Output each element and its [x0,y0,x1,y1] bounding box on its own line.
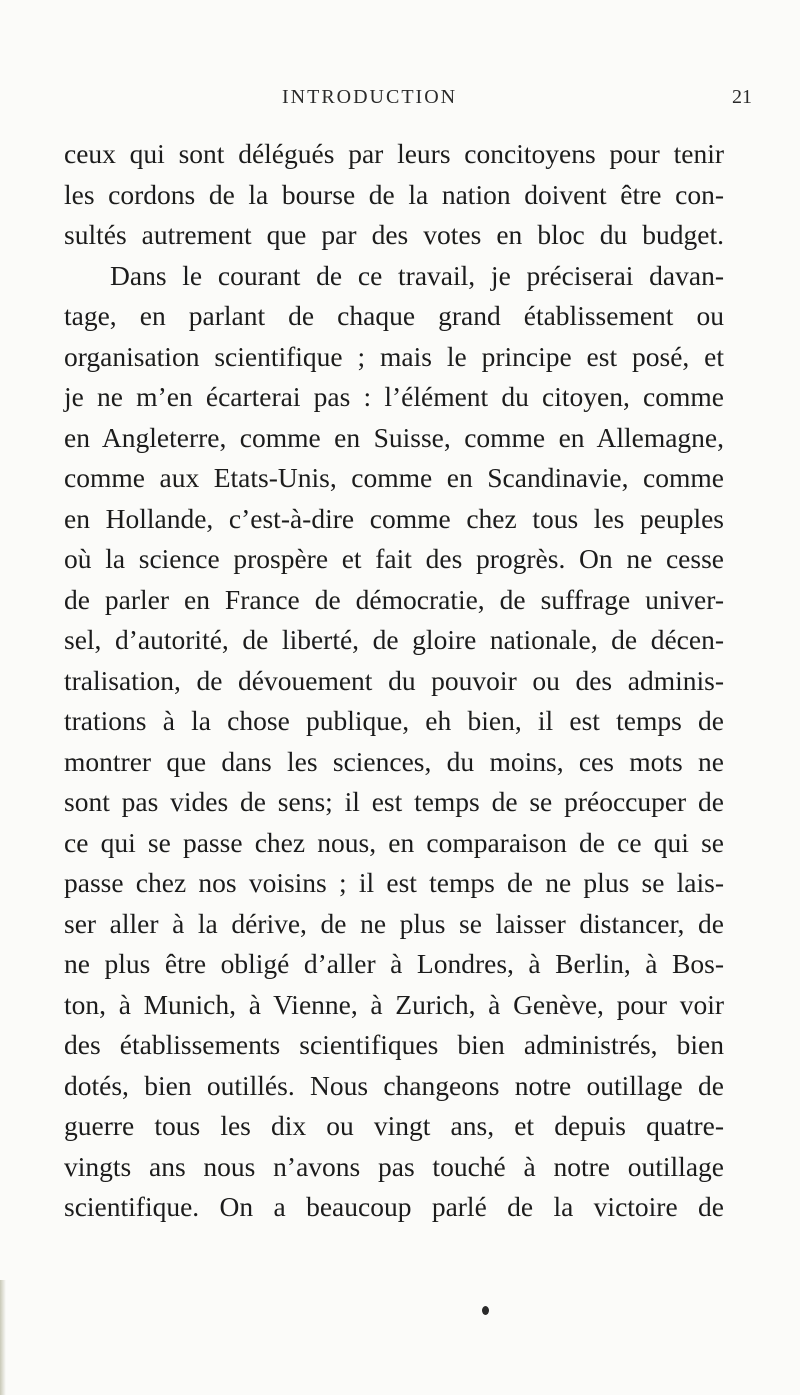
running-head: INTRODUCTION [282,86,458,108]
text-line: ceux qui sont délégués par leurs concitoyens pour tenir [64,138,724,169]
text-line: sultés autrement que par des votes en bloc du budget. [64,219,724,250]
text-line: comme aux Etats-Unis, comme en Scandinavie, comme [64,462,724,493]
text-line: scientifique. On a beaucoup parlé de la victoire de [64,1191,724,1222]
text-line: dotés, bien outillés. Nous changeons notre outillage de [64,1069,724,1101]
ink-speck-mark [482,1306,489,1315]
text-line: ce qui se passe chez nous, en comparaison de ce qui se [64,826,724,858]
text-line: je ne m’en écarterai pas : l’élément du citoyen, comme [64,381,724,412]
text-line: sel, d’autorité, de liberté, de gloire nationale, de décen- [64,624,724,655]
text-line: passe chez nos voisins ; il est temps de ne plus se lais- [64,867,724,898]
text-line: tralisation, de dévouement du pouvoir ou des adminis- [64,664,724,696]
text-line: organisation scientifique ; mais le principe est posé, et [64,340,724,372]
text-line: ton, à Munich, à Vienne, à Zurich, à Genève, pour voir [64,988,724,1020]
text-line: des établissements scientifiques bien administrés, bien [64,1029,724,1060]
page-edge-shadow [0,1280,6,1395]
text-line: les cordons de la bourse de la nation doivent être con- [64,178,724,210]
text-line: trations à la chose publique, eh bien, il est temps de [64,705,724,736]
text-line: où la science prospère et fait des progrès. On ne cesse [64,543,724,574]
text-line: Dans le courant de ce travail, je préciserai davan- [110,259,724,291]
text-line: guerre tous les dix ou vingt ans, et depuis quatre- [64,1110,724,1141]
text-line: tage, en parlant de chaque grand établissement ou [64,300,724,331]
text-line: sont pas vides de sens; il est temps de se préoccuper de [64,786,724,817]
text-line: en Angleterre, comme en Suisse, comme en Allemagne, [64,421,724,453]
text-line: vingts ans nous n’avons pas touché à notre outillage [64,1150,724,1182]
text-line: ne plus être obligé d’aller à Londres, à Berlin, à Bos- [64,948,724,979]
text-line: ser aller à la dérive, de ne plus se laisser distancer, de [64,907,724,939]
text-line: de parler en France de démocratie, de suffrage univer- [64,583,724,615]
body-text [64,134,724,1228]
text-line: en Hollande, c’est-à-dire comme chez tous les peuples [64,502,724,534]
text-line: montrer que dans les sciences, du moins, ces mots ne [64,745,724,777]
page-number: 21 [732,86,752,108]
